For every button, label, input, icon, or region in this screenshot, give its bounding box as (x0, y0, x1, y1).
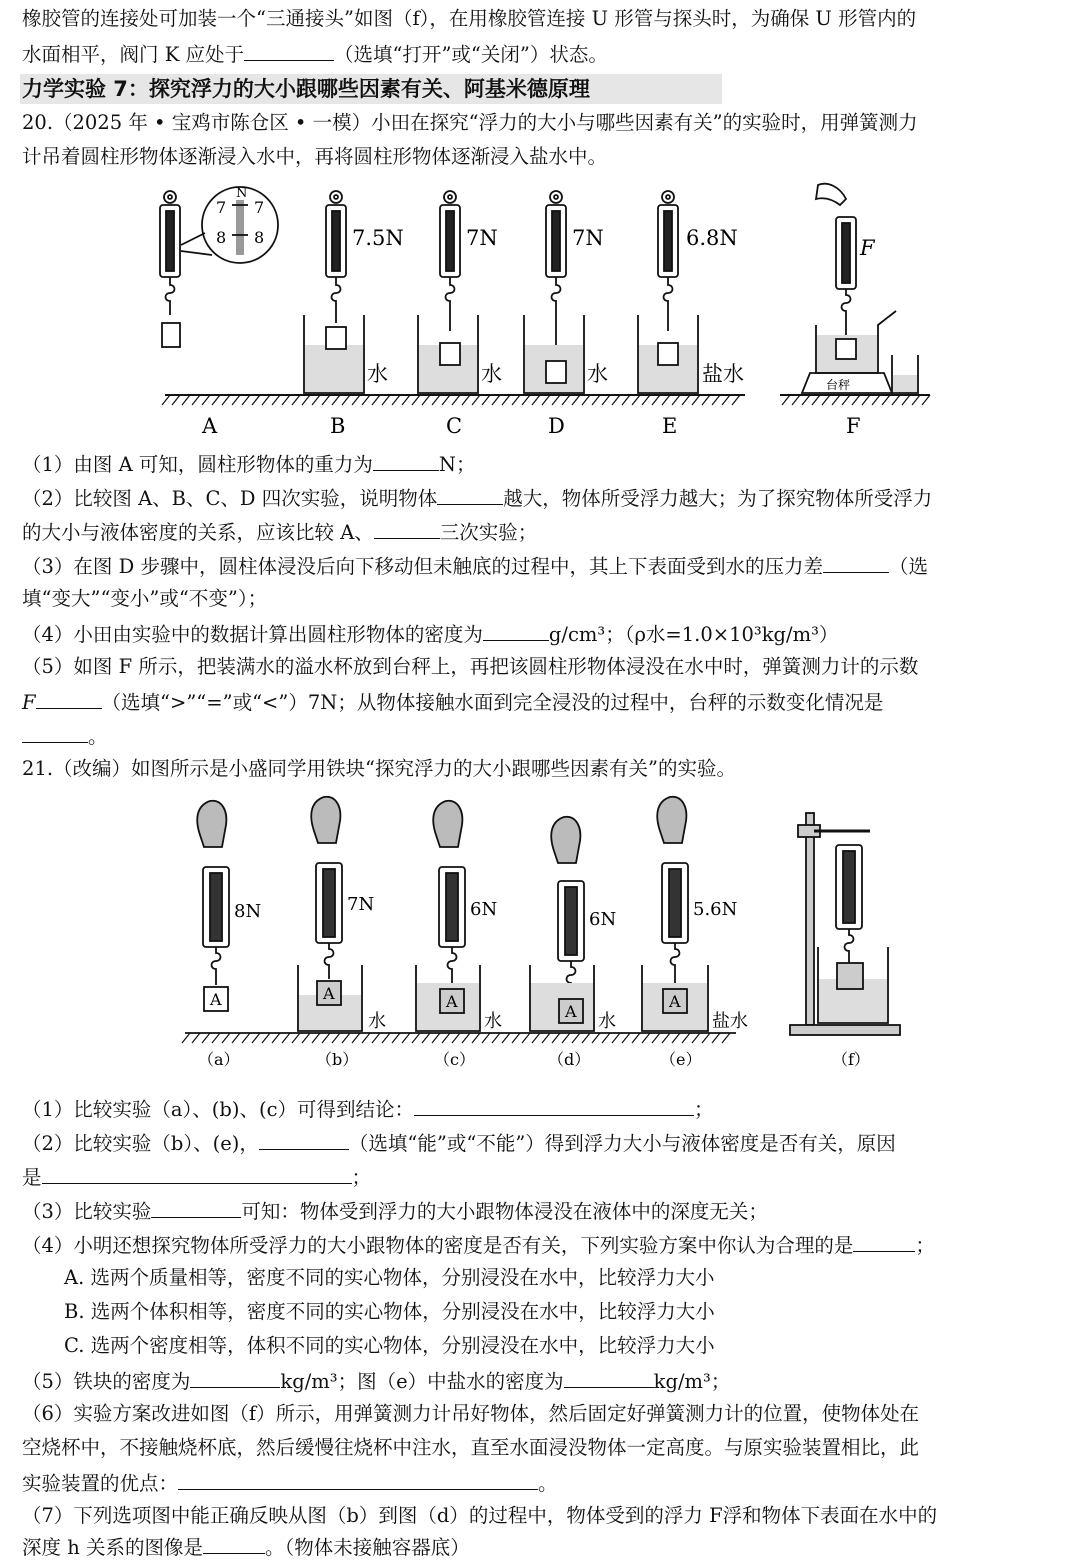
setup-f (790, 813, 900, 1035)
text-fragment: （选填“打开”或“关闭”）状态。 (333, 43, 608, 66)
zoom-mark: 8 (254, 228, 265, 247)
answer-blank[interactable] (823, 550, 889, 573)
question-21-2 (22, 1127, 896, 1159)
text-fragment: （5）铁块的密度为 (22, 1370, 191, 1393)
answer-blank[interactable] (22, 720, 88, 743)
answer-blank[interactable] (437, 482, 503, 505)
block-label: A (446, 992, 458, 1011)
answer-blank[interactable] (374, 516, 440, 539)
option-b[interactable]: B. 选两个体积相等，密度不同的实心物体，分别浸没在水中，比较浮力大小 (64, 1300, 715, 1323)
liquid-label: 盐水 (702, 362, 744, 386)
text-fragment: （1）由图 A 可知，圆柱形物体的重力为 (22, 453, 373, 476)
setup-d (530, 817, 594, 1031)
text-fragment: ； (915, 1234, 935, 1257)
text-fragment: 。 (88, 725, 108, 748)
figure-label: C (446, 414, 463, 438)
reading-label: 7N (347, 894, 375, 915)
figure-label: D (548, 414, 565, 438)
zoom-mark: N (236, 186, 248, 201)
question-21-5 (22, 1365, 730, 1397)
zoom-mark: 7 (254, 198, 265, 217)
text-fragment: 的大小与液体密度的关系，应该比较 A、 (22, 521, 374, 544)
question-20-5: （5）如图 F 所示，把装满水的溢水杯放到台秤上，再把该圆柱形物体浸没在水中时，弹簧测力计的示数 (22, 655, 919, 678)
answer-blank[interactable] (151, 1195, 241, 1218)
text-fragment: ； (694, 1098, 714, 1121)
answer-blank[interactable] (483, 618, 549, 641)
text-fragment: （2）比较图 A、B、C、D 四次实验，说明物体 (22, 487, 438, 510)
question-21-6: （6）实验方案改进如图（f）所示，用弹簧测力计吊好物体，然后固定好弹簧测力计的位置，使物体处在 (22, 1402, 920, 1425)
liquid-label: 水 (587, 362, 608, 386)
reading-label: 7.5N (352, 226, 404, 250)
figure-20 (0, 175, 1080, 445)
force-label: F (860, 236, 875, 260)
text-fragment: 深度 h 关系的图像是 (22, 1536, 203, 1559)
text-fragment: 可知：物体受到浮力的大小跟物体浸没在液体中的深度无关； (241, 1200, 768, 1223)
text-fragment: （选 (888, 555, 928, 578)
text-line: 橡胶管的连接处可加装一个“三通接头”如图（f），在用橡胶管连接 U 形管与探头时，为确保 U 形管内的 (22, 7, 917, 30)
block-label: A (565, 1002, 577, 1021)
text-fragment: （选填“>”“=”或“<”）7N；从物体接触水面到完全浸没的过程中，台秤的示数变化情况是 (101, 691, 884, 714)
question-21-3 (22, 1195, 768, 1227)
reading-label: 7N (466, 226, 498, 250)
spring-scale-c (418, 191, 478, 393)
question-21-7: （7）下列选项图中能正确反映从图（b）到图（d）的过程中，物体受到的浮力 F浮和物体下表面在水中的 (22, 1504, 938, 1527)
reading-label: 8N (234, 901, 262, 922)
text-fragment: N； (438, 453, 476, 476)
reading-label: 5.6N (693, 899, 738, 920)
spring-scale-b (304, 191, 364, 393)
text-fragment: ； (351, 1166, 372, 1189)
text-fragment: 。 (538, 1472, 558, 1495)
text-fragment: 水面相平，阀门 K 应处于 (22, 43, 244, 66)
question-20-4 (22, 618, 838, 650)
figure-label: （e） (660, 1050, 702, 1069)
liquid-label: 水 (484, 1011, 502, 1032)
reading-label: 7N (572, 226, 604, 250)
question-20-3 (22, 550, 928, 582)
text-fragment: （4）小田由实验中的数据计算出圆柱形物体的密度为 (22, 623, 483, 646)
section-heading: 力学实验 7：探究浮力的大小跟哪些因素有关、阿基米德原理 (20, 74, 722, 104)
question-21-4 (22, 1229, 935, 1261)
text-fragment: （3）比较实验 (22, 1200, 152, 1223)
question-20-1 (22, 448, 475, 480)
question-20-3: 填“变大”“变小”或“不变”）； (22, 587, 268, 610)
liquid-label: 水 (368, 1011, 386, 1032)
answer-blank[interactable] (244, 38, 334, 61)
text-fragment: kg/m³；图（e）中盐水的密度为 (280, 1370, 564, 1393)
answer-blank[interactable] (178, 1467, 538, 1490)
question-21-1 (22, 1093, 714, 1125)
scale-label: 台秤 (826, 378, 851, 392)
text-fragment: g/cm³；（ρ水=1.0×10³kg/m³） (548, 623, 839, 646)
figure-label: E (662, 414, 678, 438)
liquid-label: 水 (598, 1011, 616, 1032)
figure-label: B (330, 414, 346, 438)
question-21-6 (22, 1467, 558, 1499)
figure-label: （c） (434, 1050, 475, 1069)
text-fragment: 实验装置的优点： (22, 1472, 179, 1495)
liquid-label: 水 (367, 362, 388, 386)
answer-blank[interactable] (36, 686, 102, 709)
text-fragment: 。（物体未接触容器底） (264, 1536, 470, 1559)
zoom-mark: 7 (216, 198, 227, 217)
text-fragment: （选填“能”或“不能”）得到浮力大小与液体密度是否有关，原因 (348, 1132, 896, 1155)
question-20-2 (22, 516, 537, 548)
liquid-label: 水 (481, 362, 502, 386)
text-fragment: （2）比较实验（b）、(e)， (22, 1132, 259, 1155)
question-20-stem: 计吊着圆柱形物体逐渐浸入水中，再将圆柱形物体逐渐浸入盐水中。 (22, 145, 608, 168)
text-fragment: kg/m³； (653, 1370, 731, 1393)
question-20-5 (22, 686, 883, 718)
question-21-2 (22, 1161, 371, 1193)
text-fragment: 是 (22, 1166, 42, 1189)
text-fragment: （3）在图 D 步骤中，圆柱体浸没后向下移动但未触底的过程中，其上下表面受到水的压力差 (22, 555, 823, 578)
question-20-5 (22, 720, 108, 752)
answer-blank[interactable] (190, 1365, 280, 1388)
text-fragment: F (22, 691, 36, 714)
answer-blank[interactable] (853, 1229, 915, 1252)
answer-blank[interactable] (259, 1127, 349, 1150)
block-label: A (323, 984, 335, 1003)
answer-blank[interactable] (42, 1161, 352, 1184)
answer-blank[interactable] (203, 1531, 265, 1554)
zoom-mark: 8 (216, 228, 227, 247)
reading-label: 6N (470, 899, 498, 920)
reading-label: 6.8N (686, 226, 738, 250)
spring-scale-e (638, 191, 698, 393)
spring-scale-d (524, 191, 584, 393)
figure-label: （a） (198, 1050, 240, 1069)
answer-blank[interactable] (564, 1365, 654, 1388)
question-21-6: 空烧杯中，不接触烧杯底，然后缓慢往烧杯中注水，直至水面浸没物体一定高度。与原实验装置相比，此 (22, 1436, 920, 1459)
liquid-label: 盐水 (712, 1011, 748, 1032)
text-fragment: 越大，物体所受浮力越大；为了探究物体所受浮力 (503, 487, 933, 510)
reading-label: 6N (589, 909, 617, 930)
answer-blank[interactable] (414, 1093, 694, 1116)
figure-label: F (846, 414, 861, 438)
question-21-7 (22, 1531, 470, 1563)
option-a[interactable]: A. 选两个质量相等，密度不同的实心物体，分别浸没在水中，比较浮力大小 (64, 1266, 715, 1289)
question-20-stem: 20.（2025 年 • 宝鸡市陈仓区 • 一模）小田在探究“浮力的大小与哪些因素有关”的实验时，用弹簧测力 (22, 111, 918, 134)
figure-label: （f） (832, 1050, 870, 1069)
figure-label: A (202, 414, 218, 438)
block-label: A (210, 990, 222, 1009)
text-line (22, 38, 608, 70)
question-20-2 (22, 482, 932, 514)
figure-label: （d） (548, 1050, 591, 1069)
text-fragment: （1）比较实验（a）、(b)、(c）可得到结论： (22, 1098, 415, 1121)
block-label: A (669, 992, 681, 1011)
apparatus-f (802, 184, 918, 393)
figure-label: （b） (316, 1050, 359, 1069)
option-c[interactable]: C. 选两个密度相等，体积不同的实心物体，分别浸没在水中，比较浮力大小 (64, 1334, 715, 1357)
question-21-stem: 21.（改编）如图所示是小盛同学用铁块“探究浮力的大小跟哪些因素有关”的实验。 (22, 757, 736, 780)
setup-a (197, 801, 229, 1011)
text-fragment: （4）小明还想探究物体所受浮力的大小跟物体的密度是否有关，下列实验方案中你认为合理的是 (22, 1234, 854, 1257)
answer-blank[interactable] (373, 448, 439, 471)
figure-21 (0, 795, 1080, 1080)
text-fragment: 三次实验； (439, 521, 538, 544)
